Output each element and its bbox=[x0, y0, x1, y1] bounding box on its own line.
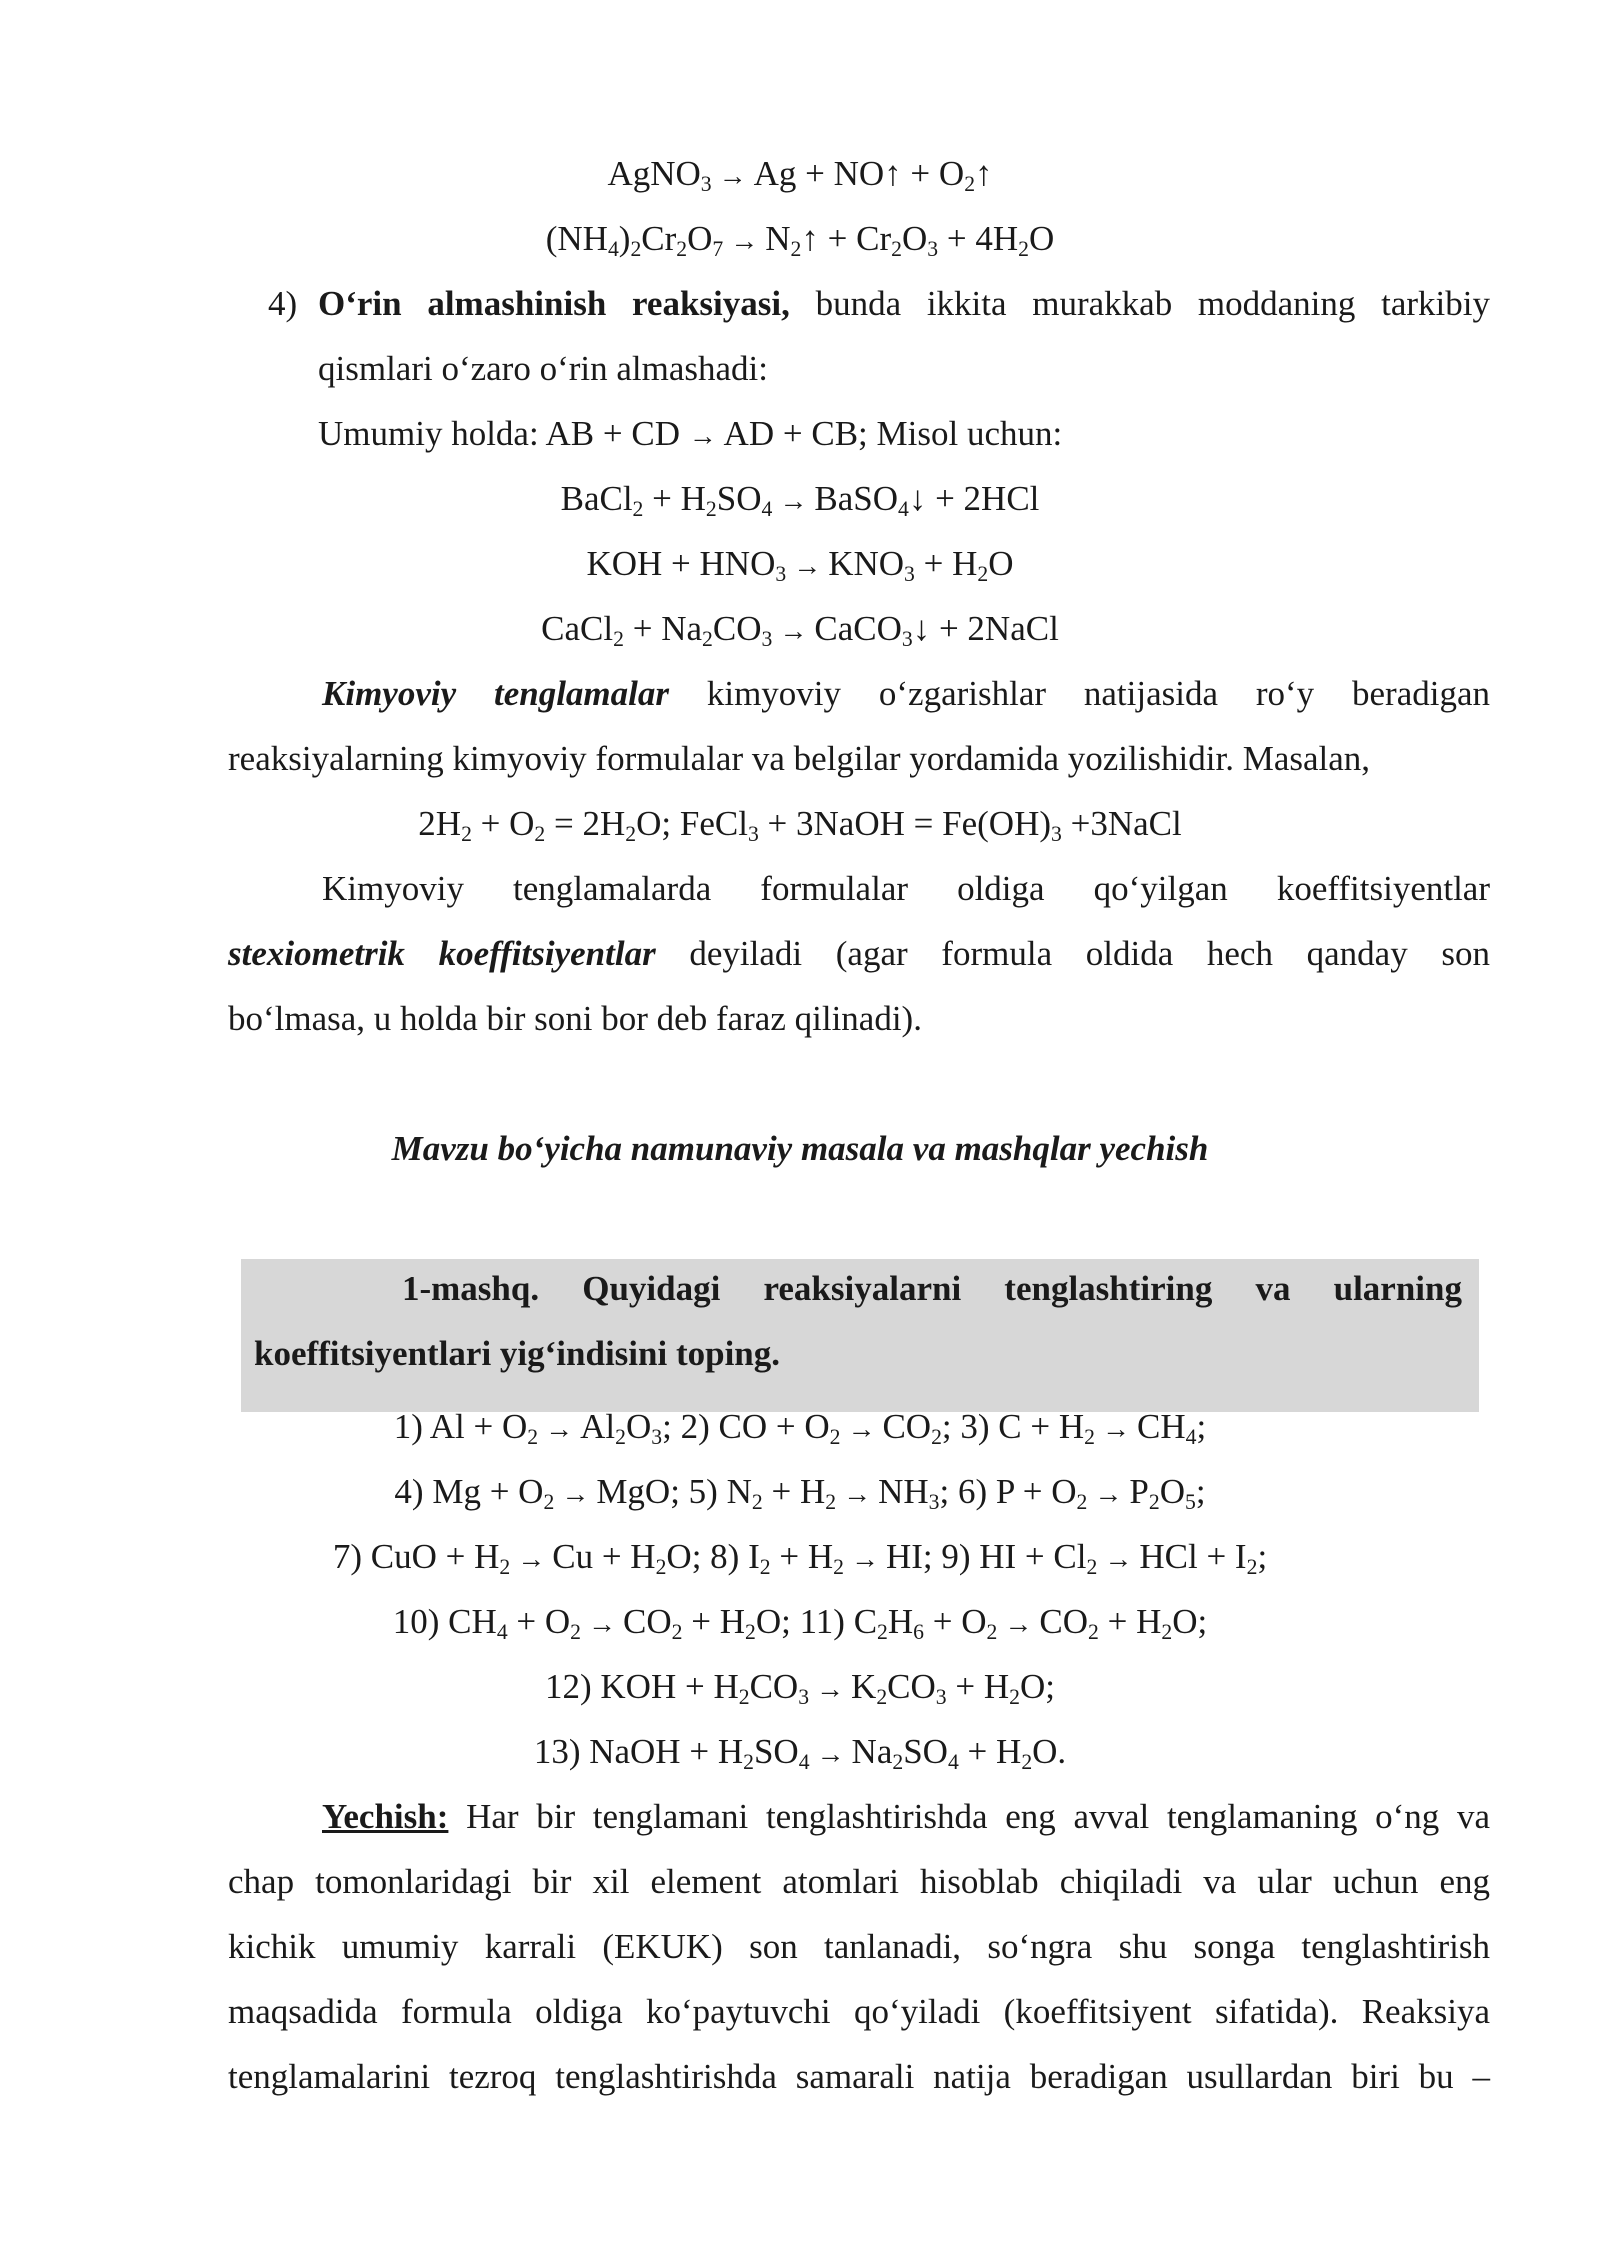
task-row-3: 7) CuO + $H_2 \to Cu + H_2O$; 8) $I_2 + H_2$ → HI; 9) HI + $Cl_2$ → HCl + $I_2$; bbox=[332, 1537, 1268, 1580]
solution-label: Yechish: bbox=[322, 1797, 449, 1836]
coeff-par-line3: bo‘lmasa, u holda bir soni bor deb faraz qilinadi). bbox=[228, 999, 922, 1038]
section-title: Mavzu bo‘yicha namunaviy masala va mashqlar yechish bbox=[391, 1129, 1209, 1168]
equation-cacl2: CaCl$_2$ + $Na_2CO_3$ → CaCO$_3$↓ + 2NaCl bbox=[541, 609, 1059, 652]
equation-ammonium-dichromate: $(NH_4)_2Cr_2O_7$ → $N_2↑ + Cr_2O_3 + 4H_2O$ bbox=[545, 219, 1055, 262]
equations-par-line1: Kimyoviy tenglamalar kimyoviy o‘zgarishlar natijasida ro‘y beradigan bbox=[322, 674, 1490, 713]
task-row-4: 10) $CH_4 + O_2 \to CO_2 + H_2O$; 11) $C_2H_6 + O_2 \to CO_2 + H_2O$; bbox=[392, 1602, 1208, 1645]
item4-general-form: Umumiy holda: AB + CD → AD + CB; Misol uchun: bbox=[318, 414, 1063, 453]
task-row-6: 13) NaOH + $H_2SO_4 \to Na_2SO_4 + H_2O$. bbox=[533, 1732, 1067, 1775]
solution-line1: Yechish: Har bir tenglamani tenglashtirishda eng avval tenglamaning o‘ng va bbox=[322, 1797, 1490, 1836]
item4-line1: O‘rin almashinish reaksiyasi, bunda ikkita murakkab moddaning tarkibiy bbox=[318, 284, 1490, 323]
equation-bacl2: BaCl$_2$ + $H_2SO_4$ → BaSO$_4$↓ + 2HCl bbox=[560, 479, 1040, 522]
solution-line2: chap tomonlaridagi bir xil element atomlari hisoblab chiqiladi va ular uchun eng bbox=[228, 1862, 1490, 1901]
exercise-line1: 1-mashq. Quyidagi reaksiyalarni tenglashtiring va ularning bbox=[402, 1269, 1462, 1308]
equation-agno3: AgNO$_3$ → Ag + NO↑ + $O_2↑$ bbox=[607, 154, 993, 197]
solution-line4: maqsadida formula oldiga ko‘paytuvchi qo‘yiladi (koeffitsiyent sifatida). Reaksiya bbox=[228, 1992, 1490, 2031]
equation-examples: $2H_2 + O_2 = 2H_2O$; FeCl$_3$ + 3NaOH = $Fe(OH)_3$ +3NaCl bbox=[418, 804, 1182, 847]
equation-koh: KOH + $HNO_3 \to KNO_3 + H_2O$ bbox=[586, 544, 1014, 587]
item4-line2: qismlari o‘zaro o‘rin almashadi: bbox=[318, 349, 768, 388]
equations-par-line2: reaksiyalarning kimyoviy formulalar va belgilar yordamida yozilishidir. Masalan, bbox=[228, 739, 1371, 778]
task-row-5: 12) KOH + $H_2CO_3 \to K_2CO_3 + H_2O$; bbox=[544, 1667, 1055, 1710]
solution-line3: kichik umumiy karrali (EKUK) son tanlanadi, so‘ngra shu songa tenglashtirish bbox=[228, 1927, 1490, 1966]
coeff-par-line1: Kimyoviy tenglamalarda formulalar oldiga qo‘yilgan koeffitsiyentlar bbox=[322, 869, 1490, 908]
list-number-4: 4) bbox=[268, 284, 298, 323]
coeff-par-line2: stexiometrik koeffitsiyentlar deyiladi (agar formula oldida hech qanday son bbox=[228, 934, 1490, 973]
solution-line5: tenglamalarini tezroq tenglashtirishda samarali natija beradigan usullardan biri bu – bbox=[228, 2057, 1490, 2096]
exercise-line2: koeffitsiyentlari yig‘indisini toping. bbox=[254, 1334, 781, 1373]
task-row-2: 4) $Mg + O_2$ → MgO; 5) $N_2 + H_2 \to NH_3$; 6) $P + O_2 \to P_2O_5$; bbox=[394, 1472, 1206, 1515]
task-row-1: 1) $Al + O_2 \to Al_2O_3$; 2) CO + $O_2 \to CO_2$; 3) $C + H_2 \to CH_4$; bbox=[393, 1407, 1207, 1450]
